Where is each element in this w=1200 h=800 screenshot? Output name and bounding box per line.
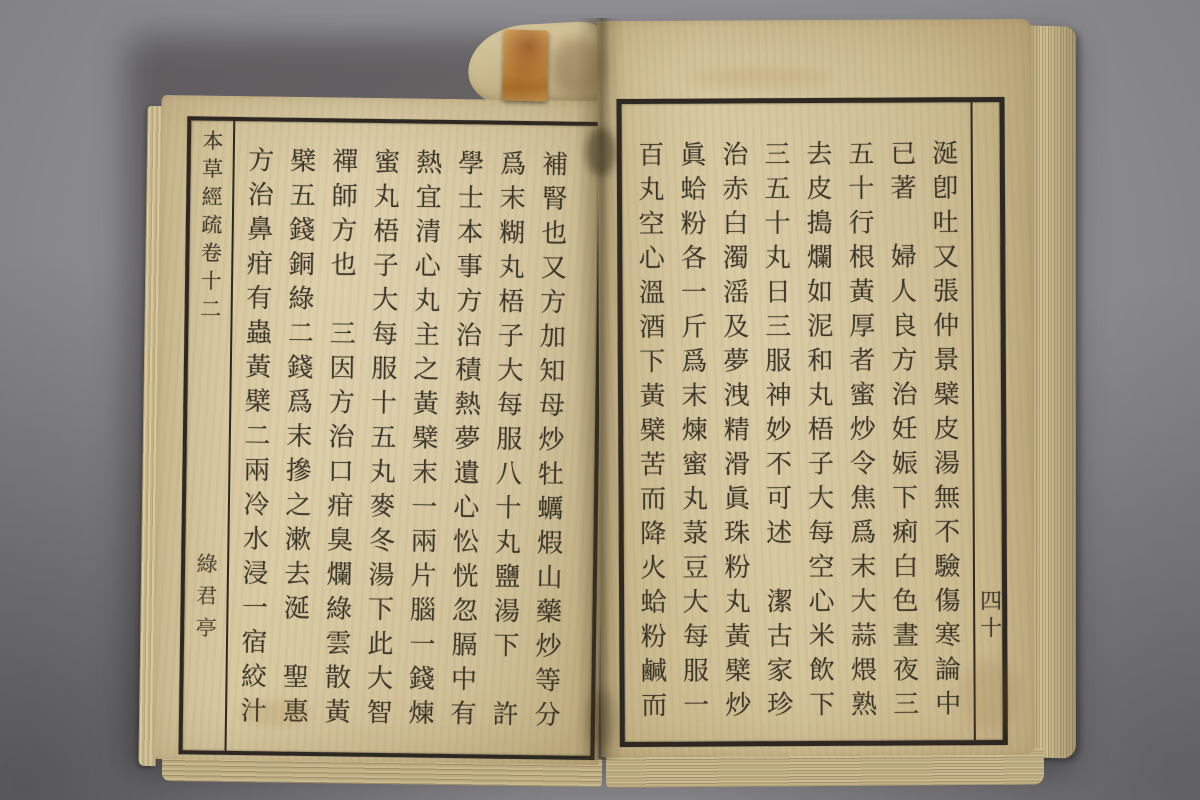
spine-label-sticker — [502, 29, 549, 101]
fore-edge-page-stack — [1028, 25, 1076, 758]
left-page — [152, 95, 607, 765]
text-column: 熱宜清心丸主之黃檗末一兩片腦一錢煉 — [403, 148, 442, 734]
text-column: 百丸空心溫酒下黃檗苦而降火蛤粉鹹而 — [633, 140, 667, 726]
text-column: 三五十丸日三服神妙不可述 潔古家珍 — [759, 140, 793, 726]
text-column: 補腎也又方加知母炒牡蠣煆山藥炒等分 — [529, 150, 568, 736]
text-column: 學士本事方治積熱夢遺心忪恍忽膈中有 — [445, 149, 484, 735]
left-banxin-column — [183, 120, 236, 751]
right-page-printed-frame — [616, 97, 1007, 747]
text-column: 蜜丸梧子大每服十五丸麥冬湯下此大智 — [361, 147, 400, 734]
right-banxin-column — [971, 102, 1003, 740]
foxing-spot — [690, 68, 830, 88]
text-column: 涎卽吐又張仲景檗皮湯無不驗傷寒論中 — [927, 139, 961, 725]
right-page-text — [628, 139, 967, 747]
book-title-margin: 本草經疏卷十二 — [197, 129, 225, 326]
foxing-spot — [960, 660, 1020, 730]
text-column: 治赤白濁滛及夢洩精滑眞珠粉丸黃檗炒 — [717, 140, 751, 726]
left-page-printed-frame — [178, 116, 603, 760]
text-column: 方治鼻疳有蟲黃檗二兩冷水浸一宿絞汁 — [235, 146, 274, 732]
text-column: 已著 婦人良方治妊娠下痢白色晝夜三 — [885, 139, 919, 725]
left-page-text — [229, 146, 573, 757]
foxing-spot — [240, 700, 310, 726]
text-column: 爲末糊丸梧子大每服八十丸鹽湯下 許 — [487, 149, 526, 735]
text-column: 去皮搗爛如泥和丸梧子大每空心米飲下 — [801, 139, 835, 725]
text-column: 眞蛤粉各一斤爲末煉蜜丸菉豆大每服一 — [675, 140, 709, 726]
text-column: 五十行根黃厚者蜜炒令焦爲末大蒜煨熟 — [843, 139, 877, 725]
text-column: 禪師方也 三因方治口疳臭爛綠雲散黃 — [319, 147, 358, 733]
ink-stain — [586, 128, 616, 176]
ink-stain — [588, 690, 614, 750]
folio-number: 四十 — [976, 589, 1002, 644]
text-column: 檗五錢銅綠二錢爲末摻之漱去涎 聖惠 — [277, 146, 316, 732]
right-page — [597, 19, 1035, 757]
paper-shadow-stain — [552, 38, 604, 96]
publisher-mark: 綠君亭 — [192, 552, 219, 649]
